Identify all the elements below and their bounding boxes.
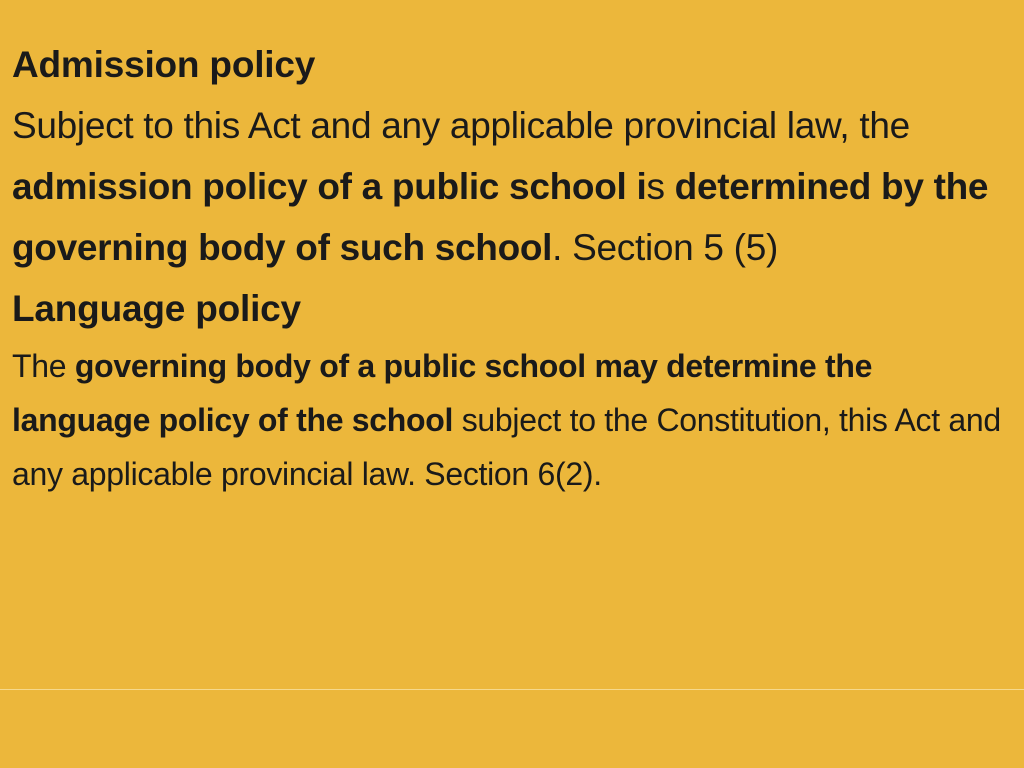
text-run: The (12, 348, 75, 384)
text-run-bold: determined by the governing body of such school (12, 166, 989, 268)
admission-policy-heading: Admission policy (12, 44, 316, 85)
text-run-bold: admission policy of a public school i (12, 166, 647, 207)
slide-divider (0, 689, 1024, 690)
slide-content (12, 34, 1012, 501)
language-policy-heading: Language policy (12, 288, 301, 329)
text-run-bold: governing body of a public school may determine the language policy of the school (12, 348, 873, 438)
language-policy-text (12, 339, 1012, 501)
text-run: s (646, 166, 675, 207)
text-run: subject to the Constitution, this Act and any applicable provincial law. Section 6(2). (12, 402, 1001, 492)
text-run: . Section 5 (5) (552, 227, 779, 268)
admission-policy-text (12, 95, 1012, 278)
text-run: Subject to this Act and any applicable provincial law, the (12, 105, 910, 146)
